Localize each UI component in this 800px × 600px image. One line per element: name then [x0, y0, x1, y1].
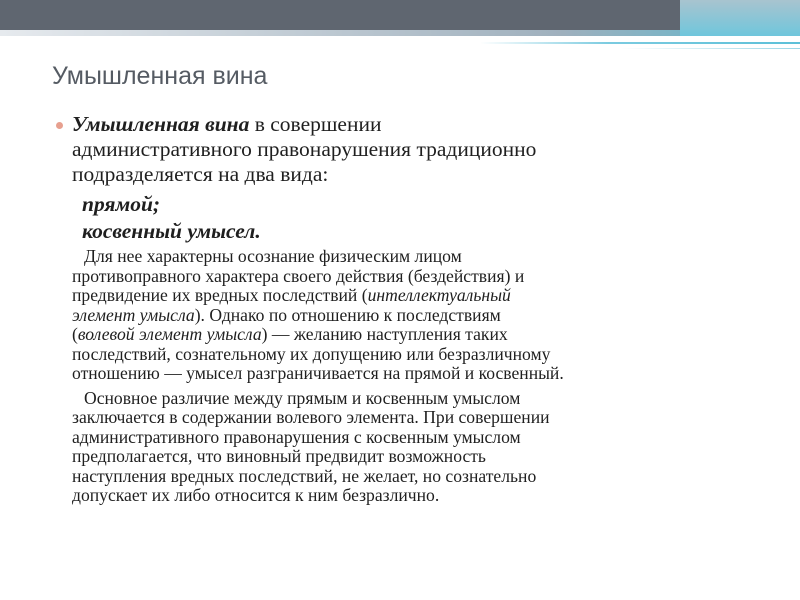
paragraph-line: допускает их либо относится к ним безразлично. [72, 485, 440, 505]
bullet-dot-icon [56, 122, 63, 129]
paragraph-text: Основное различие между прямым и косвенным умыслом [84, 387, 521, 408]
paragraph-italic-text: волевой элемент умысла [77, 324, 262, 344]
bullet-line [72, 112, 742, 137]
paragraph-line [72, 325, 742, 345]
paragraph-line: последствий, сознательному их допущению или безразличному [72, 343, 551, 364]
paragraph-text: Для нее характерны осознание физическим лицом [84, 246, 462, 266]
bullet-line: административного правонарушения традиционно [72, 137, 537, 161]
type-indirect: косвенный умысел. [82, 219, 261, 243]
paragraph-text: предвидение их вредных последствий ( [72, 285, 368, 305]
bullet-lead-term: Умышленная вина [72, 112, 250, 136]
header-band-accent [680, 0, 800, 36]
paragraph-difference [72, 389, 742, 506]
decorative-line [480, 42, 800, 44]
paragraph-line [72, 286, 742, 306]
paragraph-italic-text: элемент умысла [72, 304, 195, 325]
slide-content [72, 112, 742, 506]
type-direct: прямой; [82, 192, 161, 216]
slide-title: Умышленная вина [52, 62, 268, 90]
paragraph-line: заключается в содержании волевого элемента. При совершении [72, 407, 550, 427]
bullet-item [72, 112, 742, 187]
paragraph-text: ). Однако по отношению к последствиям [194, 304, 501, 325]
paragraph-line: отношению — умысел разграничивается на прямой и косвенный. [72, 363, 564, 383]
paragraph-characteristics [72, 247, 742, 384]
paragraph-line: предполагается, что виновный предвидит возможность [72, 446, 486, 466]
decorative-line-secondary [620, 48, 800, 49]
paragraph-line [72, 306, 742, 326]
paragraph-line: противоправного характера своего действия (бездействия) и [72, 265, 525, 286]
bullet-line: подразделяется на два вида: [72, 162, 329, 186]
paragraph-line [72, 247, 742, 267]
paragraph-text: ( [72, 324, 78, 344]
bullet-lead-rest: в совершении [249, 112, 382, 136]
paragraph-text: ) — желанию наступления таких [261, 324, 508, 344]
paragraph-line: административного правонарушения с косвенным умыслом [72, 426, 521, 447]
paragraph-italic-text: интеллектуальный [367, 285, 511, 305]
paragraph-line: наступления вредных последствий, не желает, но сознательно [72, 465, 537, 486]
paragraph-line [72, 389, 742, 409]
